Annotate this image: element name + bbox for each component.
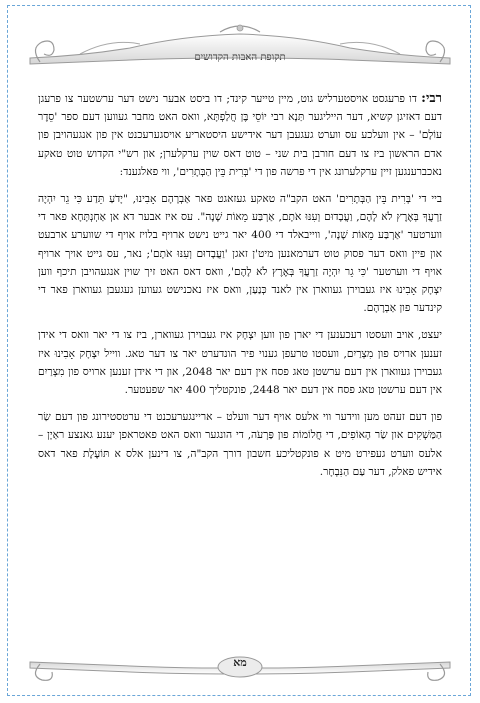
paragraph-4 xyxy=(38,408,442,481)
paragraph-1 xyxy=(38,90,442,181)
speaker-label: רבי: xyxy=(421,91,442,106)
page-number: מא xyxy=(233,656,247,669)
paragraph-3 xyxy=(38,326,442,399)
running-header-title: תקופת האבות הקדושים xyxy=(194,52,286,63)
page-body-text xyxy=(38,90,442,490)
paragraph-2 xyxy=(38,190,442,317)
paragraph-3-text: יעצט, אויב וועסטו רעכענען די יארן פון ווען יִצְחָק איז געבוירן געווארן, ביז צו די יאר וואס די אידן זענען ארויס פון מִצְרַיִם, וועסטו טרעפן גענוי פיר הונדערט יאר צו דער טאג. ווייל יִצְחָק אָבִינוּ איז געבוירן געווארן אין דעם ערשטן טאג פסח אין דעם יאר 2048, און די אידן זענען ארויס פון מִצְרַיִם אין דעם ערשטן טאג פסח אין דעם יאר 2448, פונקטליך 400 יאר שפעטער. xyxy=(38,329,442,397)
paragraph-4-text: פון דעם זעהט מען ווידער ווי אלעס אויף דער וועלט – אריינגערעכנט די ערטסטירונג פון דעם שַׂר הַמַּשְׁקִים און שַׂר הָאוֹפִים, די חֲלוֹמוֹת פון פַּרְעֹה, די הונגער וואס האט פאטראפן יענע גאנצע ראַיָן – אלעס ווערט געפירט מיט א פונקטליכע חשבון דורך הקב"ה, צו דינען אלס א תּוֹעֶלֶת פאר דאס אידיש פאלק, דער עַם הַנִּבְחָר. xyxy=(38,411,442,478)
paragraph-1-text: דו פרעגסט אויסטערליש גוט, מיין טייער קינד; דו ביסט אבער נישט דער ערשטער צו פרעגן דעם דאזיגן קשיא, דער הייליגער תַּנָא רבי יוֹסֵי בֶּן חֲלַפְתָּא, וואס האט מחבר געווען דעם ספר 'סֵדֶר עוֹלָם' – אין וועלכע עס ווערט געגעבן דער אידישע היסטאריע אויסגערעכנט אין פון אנגעהויבן פון אדם הראשון ביז צו דעם חורבן בית שני – טוט דאס שוין ערקלערן; און רש"י הקדוש טוט טאקע נאכברענגען זיין ערקלערונג אין די פרשה פון די 'בְּרִית בֵּין הַבְּתָרִים', ווי פאלגענד: xyxy=(38,93,442,178)
paragraph-2-text: ביי די 'בְּרִית בֵּין הַבְּתָרִים' האט הקב"ה טאקע געזאגט פאר אַבְרָהָם אָבִינוּ, "יָדֹעַ תֵּדַע כִּי גֵר יִהְיֶה זַרְעֲךָ בְּאֶרֶץ לֹא לָהֶם, וַעֲבָדוּם וְעִנּוּ אֹתָם, אַרְבַּע מֵאוֹת שָׁנָה". עס איז אבער דא אן אַחְנְתָּחָא פאר די ווערטער 'אַרְבַּע מֵאוֹת שָׁנָה', ווייבאלד די 400 יאר גייט נישט ארויף בלויז אויף די שווערע ארבעט און פיין וואס דער פסוק טוט דערמאנען מיט'ן זאגן 'וַעֲבָדוּם וְעִנּוּ אֹתָם'; נאר, עס גייט אויך ארויף אויף די ווערטער 'כִּי גֵר יִהְיֶה זַרְעֲךָ בְּאֶרֶץ לֹא לָהֶם', וואס דאס האט זיך שוין אנגעהויבן תיכף ווען יִצְחָק אָבִינוּ איז געבוירן געווארן אין לאנד כְּנַעַן, וואס איז נאכנישט געווען געגעבן געווארן פאר די קינדער פון אַבְרָהָם. xyxy=(38,193,442,315)
